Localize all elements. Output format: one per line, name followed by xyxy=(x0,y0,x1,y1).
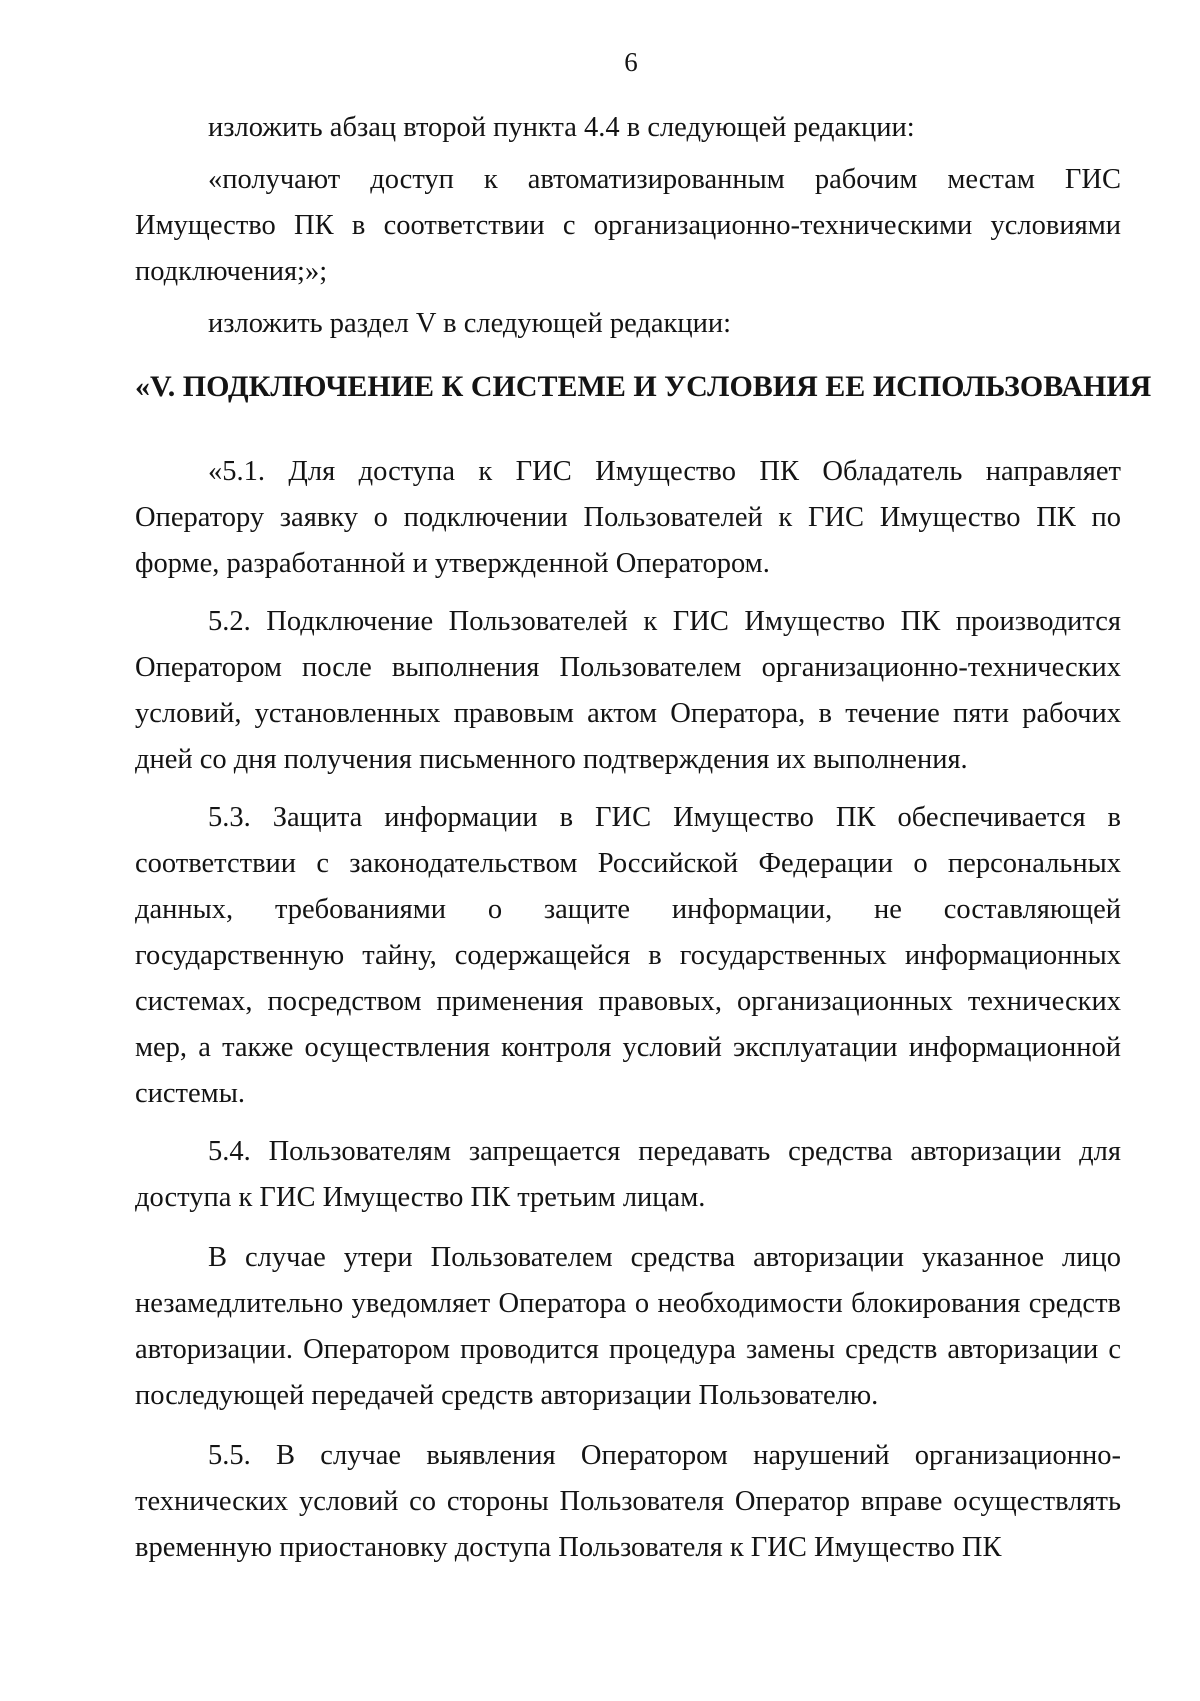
paragraph-amend-4-4: изложить абзац второй пункта 4.4 в следующей редакции: xyxy=(208,112,915,143)
paragraph-amend-section-v: изложить раздел V в следующей редакции: xyxy=(208,308,732,339)
paragraph-5-3: 5.3. Защита информации в ГИС Имущество ПК обеспечивается в соответствии с законодательством Российской Федерации о персональных данных, требованиями о защите информации, не составляющей государственную тайну, содержащейся в государственных информационных системах, посредством применения правовых, организационных технических мер, а также осуществления контроля условий эксплуатации информационной системы. xyxy=(135,802,1121,1109)
page-number: 6 xyxy=(624,47,638,77)
paragraph-access-text: «получают доступ к автоматизированным рабочим местам ГИС Имущество ПК в соответствии с организационно-техническими условиями подключения;»; xyxy=(135,164,1121,287)
paragraph-5-1: «5.1. Для доступа к ГИС Имущество ПК Обладатель направляет Оператору заявку о подключении Пользователей к ГИС Имущество ПК по форме, разработанной и утвержденной Оператором. xyxy=(135,456,1121,579)
paragraph-5-4-loss: В случае утери Пользователем средства авторизации указанное лицо незамедлительно уведомляет Оператора о необходимости блокирования средств авторизации. Оператором проводится процедура замены средств авторизации с последующей передачей средств авторизации Пользователю. xyxy=(135,1242,1121,1411)
document-body xyxy=(135,105,1152,1571)
section-heading: «V. ПОДКЛЮЧЕНИЕ К СИСТЕМЕ И УСЛОВИЯ ЕЕ ИСПОЛЬЗОВАНИЯ xyxy=(135,370,1152,403)
paragraph-5-5: 5.5. В случае выявления Оператором нарушений организационно-технических условий со стороны Пользователя Оператор вправе осуществлять временную приостановку доступа Пользователя к ГИС Имущество ПК xyxy=(135,1440,1121,1563)
paragraph-5-2: 5.2. Подключение Пользователей к ГИС Имущество ПК производится Оператором после выполнения Пользователем организационно-технических условий, установленных правовым актом Оператора, в течение пяти рабочих дней со дня получения письменного подтверждения их выполнения. xyxy=(135,606,1121,775)
paragraph-5-4: 5.4. Пользователям запрещается передавать средства авторизации для доступа к ГИС Имущество ПК третьим лицам. xyxy=(135,1136,1121,1213)
